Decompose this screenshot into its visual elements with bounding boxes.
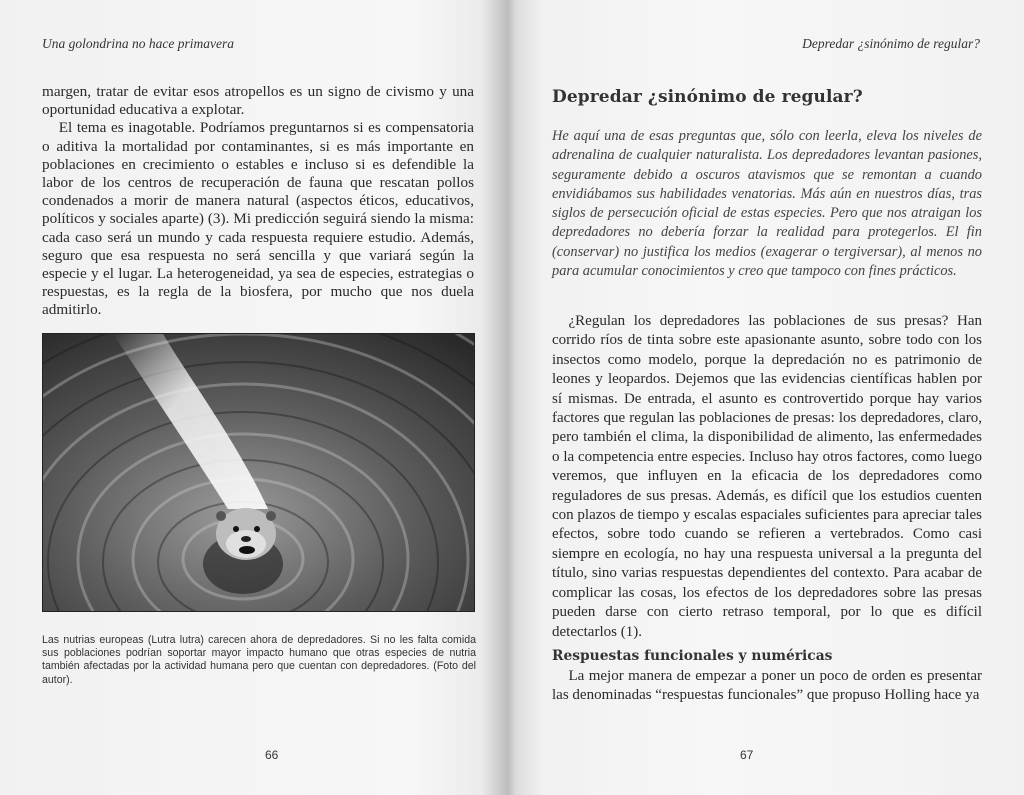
right-paragraph-2: La mejor manera de empezar a poner un poco de orden es presentar las denominadas “respuestas funcionales” que propuso Holling hace ya: [552, 668, 982, 704]
running-head-left: Una golondrina no hace primavera: [42, 36, 234, 51]
left-paragraph-2: El tema es inagotable. Podríamos preguntarnos si es compensatoria o aditiva la mortalidad por contaminantes, si es más importante en poblaciones en crecimiento o estables e incluso si es defendible la labor de los centros de recuperación de fauna que rescatan pollos condenados a morir de manera natural (aspectos éticos, educativos, políticos y sociales aparte) (3). Mi predicción seguirá siendo la misma: cada caso será un mundo y cada respuesta requiere estudio. Además, seguro que esa respuesta no será sencilla y que variará según la especie y el lugar. La heterogeneidad, ya sea de especies, estrategias o respuestas, es la regla de la biosfera, por mucho que nos duela admitirlo.: [42, 119, 474, 319]
subheading: Respuestas funcionales y numéricas: [552, 648, 833, 664]
running-head-right: Depredar ¿sinónimo de regular?: [802, 36, 980, 51]
otter-photo: [42, 333, 475, 612]
otter-photo-image: [43, 334, 475, 612]
page-number-left: 66: [265, 748, 279, 762]
page-number-right: 67: [740, 748, 754, 762]
intro-text: He aquí una de esas preguntas que, sólo con leerla, eleva los niveles de adrenalina de cualquier naturalista. Los depredadores levantan pasiones, seguramente debido a oscuros atavismos que se remontan a cuando envidiábamos sus habilidades venatorias. Más aún en nuestros días, tras siglos de persecución oficial de estas especies. Pero que nos atraigan los depredadores no debería forzar la realidad para protegerlos. El fin (conservar) no justifica los medios (exagerar o tergiversar), al menos no para acumular conocimientos y creo que tampoco con fines prácticos.: [552, 128, 982, 280]
right-paragraph-1: ¿Regulan los depredadores las poblaciones de sus presas? Han corrido ríos de tinta sobre este apasionante asunto, sobre todo con los insectos como modelo, porque la depredación no es patrimonio de leones y leopardos. Dejemos que las evidencias científicas hablen por sí mismas. De entrada, el asunto es controvertido porque hay varios factores que regulan las poblaciones de presas: los depredadores, claro, pero también el clima, la disponibilidad de alimento, las enfermedades o la competencia entre especies. Incluso hay otros factores, como luego veremos, que influyen en la eficacia de los depredadores como reguladores de sus presas. Además, es difícil que los estudios cuenten con plazos de tiempo y escalas espaciales suficientes para apreciar tales efectos, sobre todo cuando se refieren a vertebrados. Como casi siempre en ecología, no hay una respuesta universal a la pregunta del título, sino varias respuestas dependientes del contexto. Para acabar de complicar las cosas, los efectos de los depredadores sobre las presas pueden darse con cierto retraso temporal, por lo que es difícil detectarlos (1).: [552, 313, 982, 640]
otter-head: [216, 508, 276, 560]
left-page: [0, 0, 506, 795]
left-body-text: [42, 83, 474, 320]
section-title: Depredar ¿sinónimo de regular?: [552, 87, 863, 107]
right-body-text-2: [552, 667, 982, 706]
left-paragraph-1: margen, tratar de evitar esos atropellos es un signo de civismo y una oportunidad educativa a explotar.: [42, 83, 474, 119]
photo-caption: Las nutrias europeas (Lutra lutra) carecen ahora de depredadores. Si no les falta comida sus poblaciones podrían soportar mayor impacto humano que otras especies de nutria también afectadas por la actividad humana pero que cuentan con depredadores. (Foto del autor).: [42, 634, 476, 686]
right-page: [512, 0, 1024, 795]
intro-paragraph: [552, 127, 982, 281]
right-body-text: [552, 312, 982, 642]
